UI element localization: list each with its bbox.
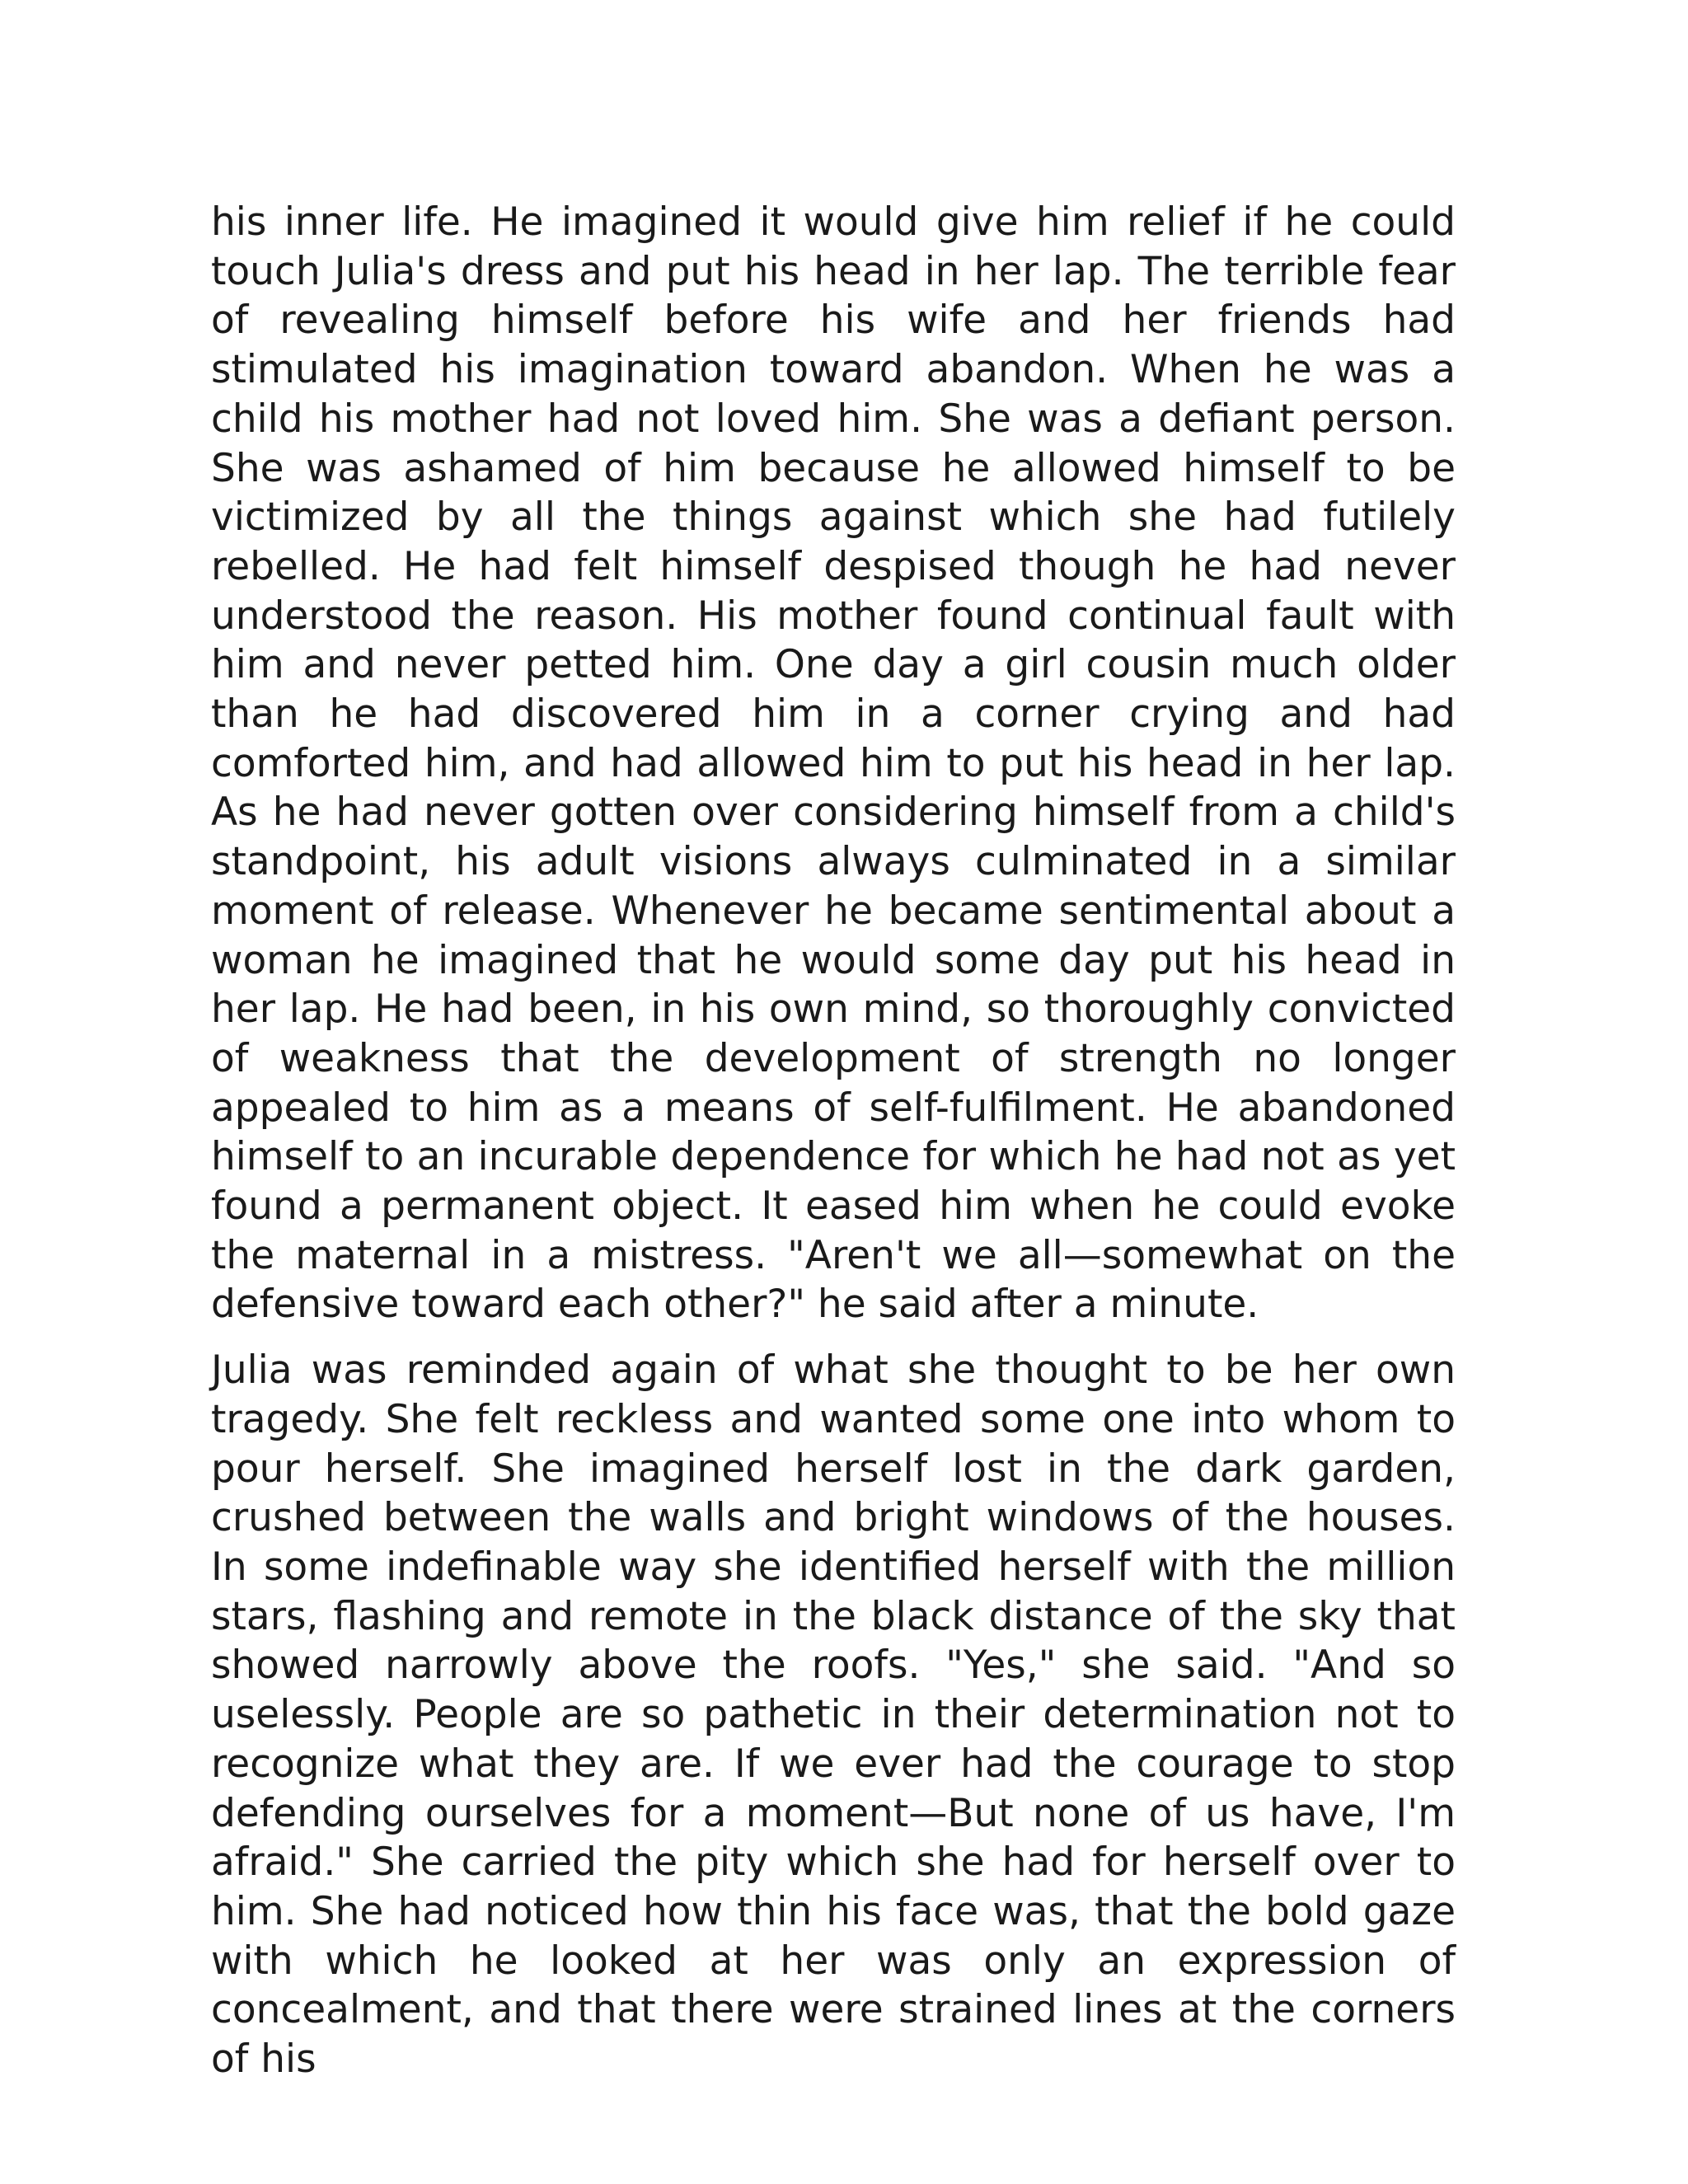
paragraph-2: Julia was reminded again of what she thought to be her own tragedy. She felt reckless and wanted some one into whom to pour herself. She imagined herself lost in the dark garden, crushed between the walls and bright windows of the houses. In some indefinable way she identified herself with the million stars, flashing and remote in the black distance of the sky that showed narrowly above the roofs. "Yes," she said. "And so uselessly. People are so pathetic in their determination not to recognize what they are. If we ever had the courage to stop defending ourselves for a moment—But none of us have, I'm afraid." She carried the pity which she had for herself over to him. She had noticed how thin his face was, that the bold gaze with which he looked at her was only an expression of concealment, and that there were strained lines at the corners of his <box>211 1347 1456 2083</box>
body-text <box>211 198 1456 2084</box>
paragraph-1: his inner life. He imagined it would give him relief if he could touch Julia's dress and put his head in her lap. The terrible fear of revealing himself before his wife and her friends had stimulated his imagination toward abandon. When he was a child his mother had not loved him. She was a defiant person. She was ashamed of him because he allowed himself to be victimized by all the things against which she had futilely rebelled. He had felt himself despised though he had never understood the reason. His mother found continual fault with him and never petted him. One day a girl cousin much older than he had discovered him in a corner crying and had comforted him, and had allowed him to put his head in her lap. As he had never gotten over considering himself from a child's standpoint, his adult visions always culminated in a similar moment of release. Whenever he became sentimental about a woman he imagined that he would some day put his head in her lap. He had been, in his own mind, so thoroughly convicted of weakness that the development of strength no longer appealed to him as a means of self-fulfilment. He abandoned himself to an incurable dependence for which he had not as yet found a permanent object. It eased him when he could evoke the maternal in a mistress. "Aren't we all—somewhat on the defensive toward each other?" he said after a minute. <box>211 199 1456 1328</box>
